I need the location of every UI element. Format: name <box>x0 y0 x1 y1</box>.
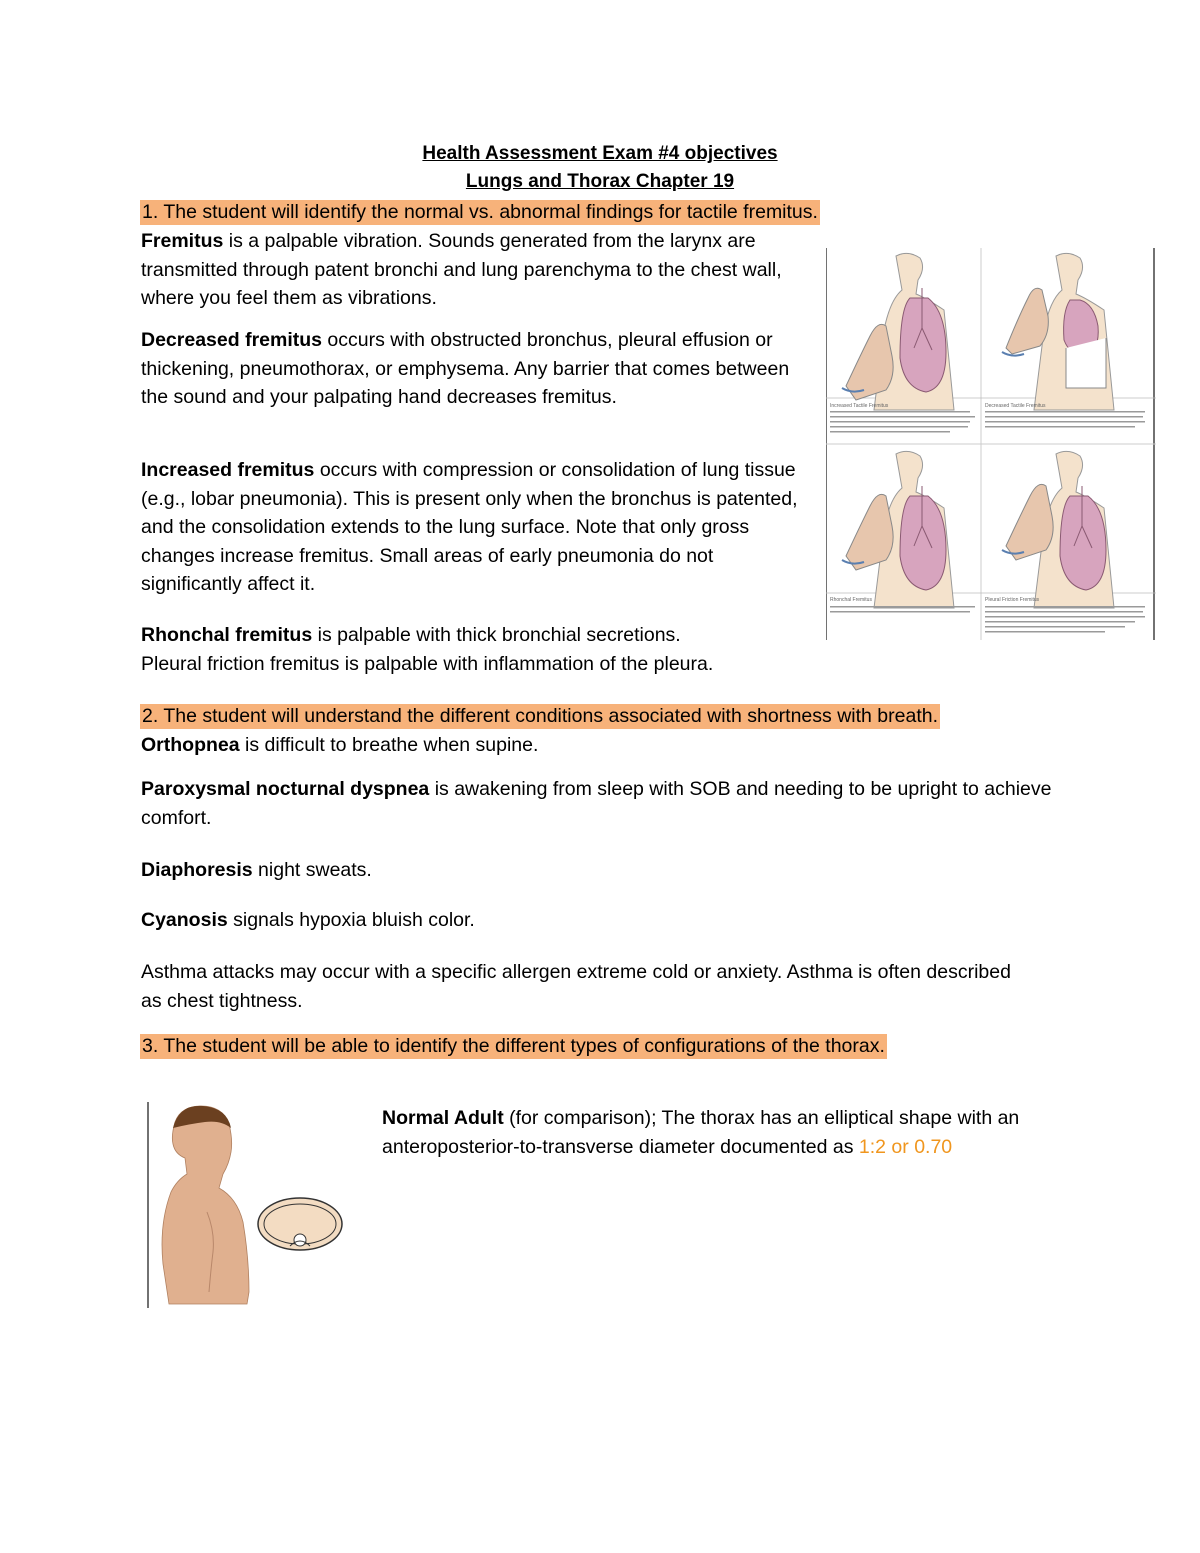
fremitus-caption-4: Pleural Friction Fremitus <box>985 597 1040 603</box>
increased-fremitus-paragraph <box>141 456 806 599</box>
torso-illustration <box>1002 253 1114 410</box>
normal-adult-term: Normal Adult <box>382 1107 504 1129</box>
pnd-definition: is awakening from sleep with SOB and needing to be upright to achieve comfort. <box>141 778 1052 829</box>
diaphoresis-definition: night sweats. <box>252 859 372 881</box>
increased-fremitus-definition: occurs with compression or consolidation of lung tissue (e.g., lobar pneumonia). This is present only when the bronchus is patented, and the consolidation extends to the lung surface. Note that only gross changes increase fremitus. Small areas of early pneumonia do not significantly affect it. <box>141 459 798 595</box>
orthopnea-paragraph <box>141 731 1041 760</box>
objective-1-heading: 1. The student will identify the normal vs. abnormal findings for tactile fremitus. <box>142 201 818 223</box>
decreased-fremitus-term: Decreased fremitus <box>141 329 323 351</box>
asthma-paragraph: Asthma attacks may occur with a specific allergen extreme cold or anxiety. Asthma is often described as chest tightness. <box>141 961 1011 1012</box>
normal-adult-description: (for comparison); The thorax has an elliptical shape with an anteroposterior-to-transverse diameter documented as <box>382 1107 1020 1158</box>
normal-adult-paragraph <box>382 1104 1072 1161</box>
cyanosis-term: Cyanosis <box>141 909 228 931</box>
torso-illustration <box>842 451 954 608</box>
pleural-friction-definition: Pleural friction fremitus is palpable with inflammation of the pleura. <box>141 652 714 675</box>
normal-adult-thorax-figure <box>145 1102 355 1308</box>
fremitus-caption-3: Rhonchal Fremitus <box>830 597 872 603</box>
objective-3-heading: 3. The student will be able to identify the different types of configurations of the thorax. <box>142 1035 885 1057</box>
rhonchal-fremitus-paragraph <box>141 621 821 678</box>
ap-transverse-ratio: 1:2 or 0.70 <box>858 1135 953 1158</box>
fremitus-caption-1: Increased Tactile Fremitus <box>830 403 889 409</box>
document-title: Health Assessment Exam #4 objectives <box>422 143 778 164</box>
document-subtitle: Lungs and Thorax Chapter 19 <box>465 171 735 192</box>
increased-fremitus-term: Increased fremitus <box>141 459 315 481</box>
decreased-fremitus-definition: occurs with obstructed bronchus, pleural effusion or thickening, pneumothorax, or emphysema. Any barrier that comes between the sound and your palpating hand decreases fremitus. <box>141 329 790 408</box>
objective-2-heading: 2. The student will understand the different conditions associated with shortness with breath. <box>142 705 938 727</box>
tactile-fremitus-figure <box>826 248 1156 640</box>
orthopnea-definition: is difficult to breathe when supine. <box>239 734 539 756</box>
diaphoresis-paragraph <box>141 856 1041 885</box>
cyanosis-definition: signals hypoxia bluish color. <box>227 909 475 931</box>
decreased-fremitus-paragraph <box>141 326 791 412</box>
pnd-paragraph <box>141 775 1056 832</box>
diaphoresis-term: Diaphoresis <box>141 859 253 881</box>
fremitus-term: Fremitus <box>141 230 224 252</box>
fremitus-paragraph <box>141 227 801 313</box>
torso-illustration <box>1002 451 1114 608</box>
rhonchal-fremitus-definition: is palpable with thick bronchial secretions. <box>312 624 681 646</box>
cyanosis-paragraph <box>141 906 1041 935</box>
normal-adult-illustration <box>145 1102 355 1308</box>
pnd-term: Paroxysmal nocturnal dyspnea <box>141 778 430 800</box>
orthopnea-term: Orthopnea <box>141 734 240 756</box>
fremitus-caption-2: Decreased Tactile Fremitus <box>985 403 1046 409</box>
rhonchal-fremitus-term: Rhonchal fremitus <box>141 624 313 646</box>
torso-illustration <box>842 253 954 410</box>
fremitus-definition: is a palpable vibration. Sounds generated from the larynx are transmitted through patent bronchi and lung parenchyma to the chest wall, where you feel them as vibrations. <box>141 230 782 309</box>
fremitus-illustrations <box>826 248 1156 640</box>
